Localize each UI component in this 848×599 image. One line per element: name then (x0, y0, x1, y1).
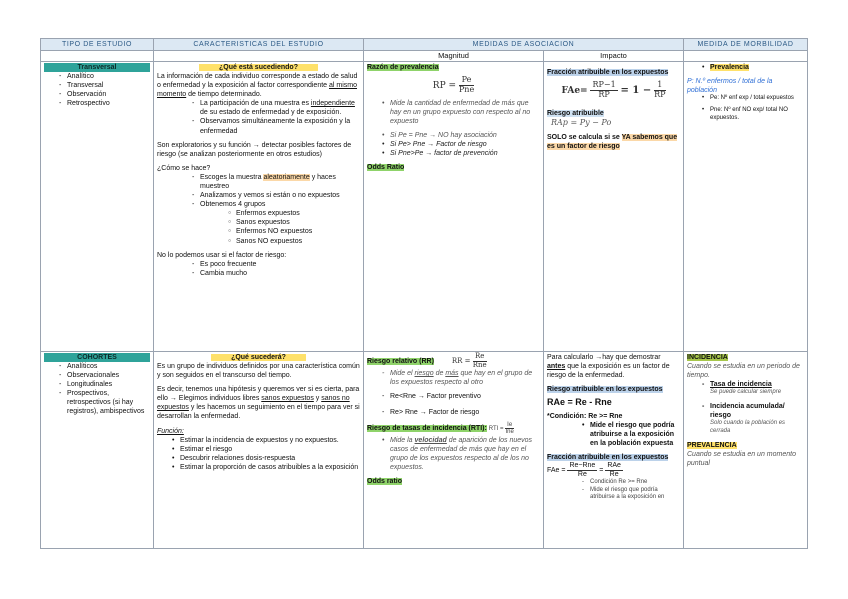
rae-formula: RAe = Re - Rne (547, 397, 612, 408)
incidencia-title: INCIDENCIA (687, 353, 728, 361)
impacto-title: Fracción atribuible en los expuestos (547, 68, 669, 76)
tipo-item: - Prospectivos, retrospectivos (si hay registros), ambispectivos (58, 389, 150, 416)
ra-formula: RAp = Py − Po (551, 117, 612, 127)
subheader-magnitud: Magnitud (364, 51, 544, 62)
fae-formula: FAe= $\frac{RP-1}{RP}$ = 1 − $\frac{1}{RP}$ (561, 79, 666, 99)
intro-text: La información de cada individuo corresponde a estado de salud o enfermedad y la exposición al factor correspondiente al mismo momento de tiempo determinado. (157, 72, 358, 99)
header-morbilidad: MEDIDA DE MORBILIDAD (684, 39, 808, 51)
fa-expuestos-title: Fracción atribuible en los expuestos (547, 454, 669, 462)
prevalencia-note: Cuando se estudia en un momento puntual (687, 450, 796, 467)
cell-impacto-cohortes (544, 351, 684, 548)
rule-item: - Re> Rne → Factor de riesgo (381, 408, 540, 417)
prevalencia-title: PREVALENCIA (687, 441, 737, 449)
header-medidas: MEDIDAS DE ASOCIACION (364, 39, 684, 51)
incidencia-acumulada: - Incidencia acumulada/ riesgo (701, 402, 804, 420)
group-item: ○ Sanos expuestos (227, 218, 360, 227)
header-tipo: TIPO DE ESTUDIO (41, 39, 154, 51)
ra-expuestos-title: Riesgo atribuible en los expuestos (547, 386, 663, 394)
acumulada-note: Solo cuando la población es cerrada (710, 420, 786, 434)
solo-note: SOLO se calcula si se YA sabemos que es un factor de riesgo (547, 134, 678, 151)
how-item: - Obtenemos 4 grupos (191, 200, 360, 209)
cell-caract-transversal (154, 61, 364, 351)
tipo-item: - Observación (58, 90, 150, 99)
magnitud-note: - Mide el riesgo de más que hay en el grupo de los expuestos respecto al otro (381, 369, 540, 387)
limitation-item: - Cambia mucho (191, 269, 360, 278)
cell-morbilidad-transversal (684, 61, 808, 351)
tipo-item: - Longitudinales (58, 380, 150, 389)
condition-text: *Condición: Re >= Rne (547, 412, 623, 420)
prevalencia-definition: P: N.º enfermos / total de la población (687, 77, 773, 95)
tasa-incidencia: - Tasa de incidencia (701, 380, 804, 389)
rule-item: • Si Pne>Pe → factor de prevención (381, 149, 540, 158)
rti-note: • Mide la velocidad de aparición de los nuevos casos de enfermedad de más que hay en el grupo de los expuestos respecto al de los no expuestos. (381, 436, 540, 472)
intro-text: Es un grupo de individuos definidos por una característica común y son seguidos en el transcurso del tiempo. (157, 362, 360, 380)
prevalencia-item: • Pe: Nº enf exp / total expuestos (701, 95, 804, 103)
tipo-item: - Retrospectivo (58, 99, 150, 108)
group-item: ○ Enfermos NO expuestos (227, 227, 360, 236)
tipo-item: - Transversal (58, 81, 150, 90)
limitation-text: No lo podemos usar si el factor de riesgo: (157, 251, 287, 259)
summary-sheet (40, 38, 807, 549)
group-item: ○ Sanos NO expuestos (227, 237, 360, 246)
cell-magnitud-transversal (364, 61, 544, 351)
subheader-row (41, 51, 808, 62)
rti-title: Riesgo de tasas de incidencia (RTI): (367, 425, 487, 433)
odds-ratio-label: Odds Ratio (367, 164, 405, 172)
group-item: ○ Enfermos expuestos (227, 209, 360, 218)
magnitud-title: Riesgo relativo (RR) (367, 358, 434, 366)
note-item: - Observamos simultáneamente la exposición y la enfermedad (191, 117, 360, 135)
incidencia-note: Cuando se estudia en un periodo de tiempo. (687, 362, 800, 380)
rule-item: • Si Pe> Pne → Factor de riesgo (381, 140, 540, 149)
cell-tipo-transversal (41, 61, 154, 351)
question: ¿Qué está sucediendo? (199, 64, 318, 71)
rule-item: - Re<Rne → Factor preventivo (381, 392, 540, 401)
cell-impacto-transversal (544, 61, 684, 351)
how-item: - Escoges la muestra aleatoriamente y haces muestreo (191, 173, 360, 191)
fa-item: - Condición Re >= Rne (581, 479, 680, 487)
condition-item: • Mide el riesgo que podría atribuirse a la exposición en la población expuesta (581, 421, 680, 448)
function-item: • Estimar la proporción de casos atribuibles a la exposición (171, 463, 360, 472)
header-row (41, 39, 808, 51)
prevalencia-title: Prevalencia (710, 63, 749, 71)
function-item: • Descubrir relaciones dosis-respuesta (171, 454, 360, 463)
rti-formula: RTI = $\frac{Ie}{\text{Ine}}$ (488, 421, 514, 436)
how-heading: ¿Cómo se hace? (157, 164, 211, 172)
rr-formula: RR = $\frac{Re}{\text{Rne}}$ (451, 351, 487, 369)
tipo-item: - Analítico (58, 72, 150, 81)
question: ¿Qué sucederá? (211, 354, 306, 361)
cell-magnitud-cohortes (364, 351, 544, 548)
odds-ratio-label: Odds ratio (367, 478, 403, 486)
row-transversal (41, 61, 808, 351)
note-item: - La participación de una muestra es independiente de su estado de enfermedad y de exposición. (191, 99, 360, 117)
tasa-note: Se puede calcular siempre (710, 389, 782, 396)
function-heading: Función: (157, 427, 184, 435)
row-cohortes (41, 351, 808, 548)
cell-morbilidad-cohortes (684, 351, 808, 548)
study-types-table (40, 38, 808, 549)
hypothesis-text: Es decir, tenemos una hipótesis y queremos ver si es cierta, para ello → Elegimos individuos libres sanos expuestos y sanos no expuestos y les hacemos un seguimiento en el tiempo para ver si desarrollan la enfermedad. (157, 386, 360, 421)
how-item: - Analizamos y vemos si están o no expuestos (191, 191, 360, 200)
magnitud-title: Razón de prevalencia (367, 63, 439, 71)
subheader-impacto: Impacto (544, 51, 684, 62)
rule-item: • Si Pe = Pne → NO hay asociación (381, 131, 540, 140)
cell-tipo-cohortes (41, 351, 154, 548)
header-caracteristicas: CARACTERISTICAS DEL ESTUDIO (154, 39, 364, 51)
function-item: • Estimar el riesgo (171, 445, 360, 454)
function-item: • Estimar la incidencia de expuestos y no expuestos. (171, 436, 360, 445)
tipo-item: - Observacionales (58, 371, 150, 380)
magnitud-note: • Mide la cantidad de enfermedad de más que hay en un grupo expuesto con respecto al no expuesto (381, 99, 540, 126)
exploratory-text: Son exploratorios y su función → detectar posibles factores de riesgo (se analizan posteriormente en otros estudios) (157, 141, 352, 158)
tipo-title: COHORTES (44, 353, 150, 362)
fae-formula-cohortes: FAe = $\frac{\text{Re−Rne}}{Re}$ = $\frac{\text{RAe}}{Re}$ (547, 462, 621, 479)
impacto-intro: Para calcularlo →hay que demostrar antes que la exposición es un factor de riesgo de la enfermedad. (547, 353, 670, 380)
prevalencia-item: • Pne: Nº enf NO exp/ total NO expuestos. (701, 107, 804, 123)
tipo-title: Transversal (44, 63, 150, 72)
fa-item: - Mide el riesgo que podría atribuirse a la exposición en (581, 487, 680, 503)
cell-caract-cohortes (154, 351, 364, 548)
tipo-item: - Analíticos (58, 362, 150, 371)
limitation-item: - Es poco frecuente (191, 260, 360, 269)
rp-formula: RP = $\frac{Pe}{\text{Pne}}$ (432, 74, 475, 94)
riesgo-atribuible-label: Riesgo atribuible (547, 109, 604, 117)
